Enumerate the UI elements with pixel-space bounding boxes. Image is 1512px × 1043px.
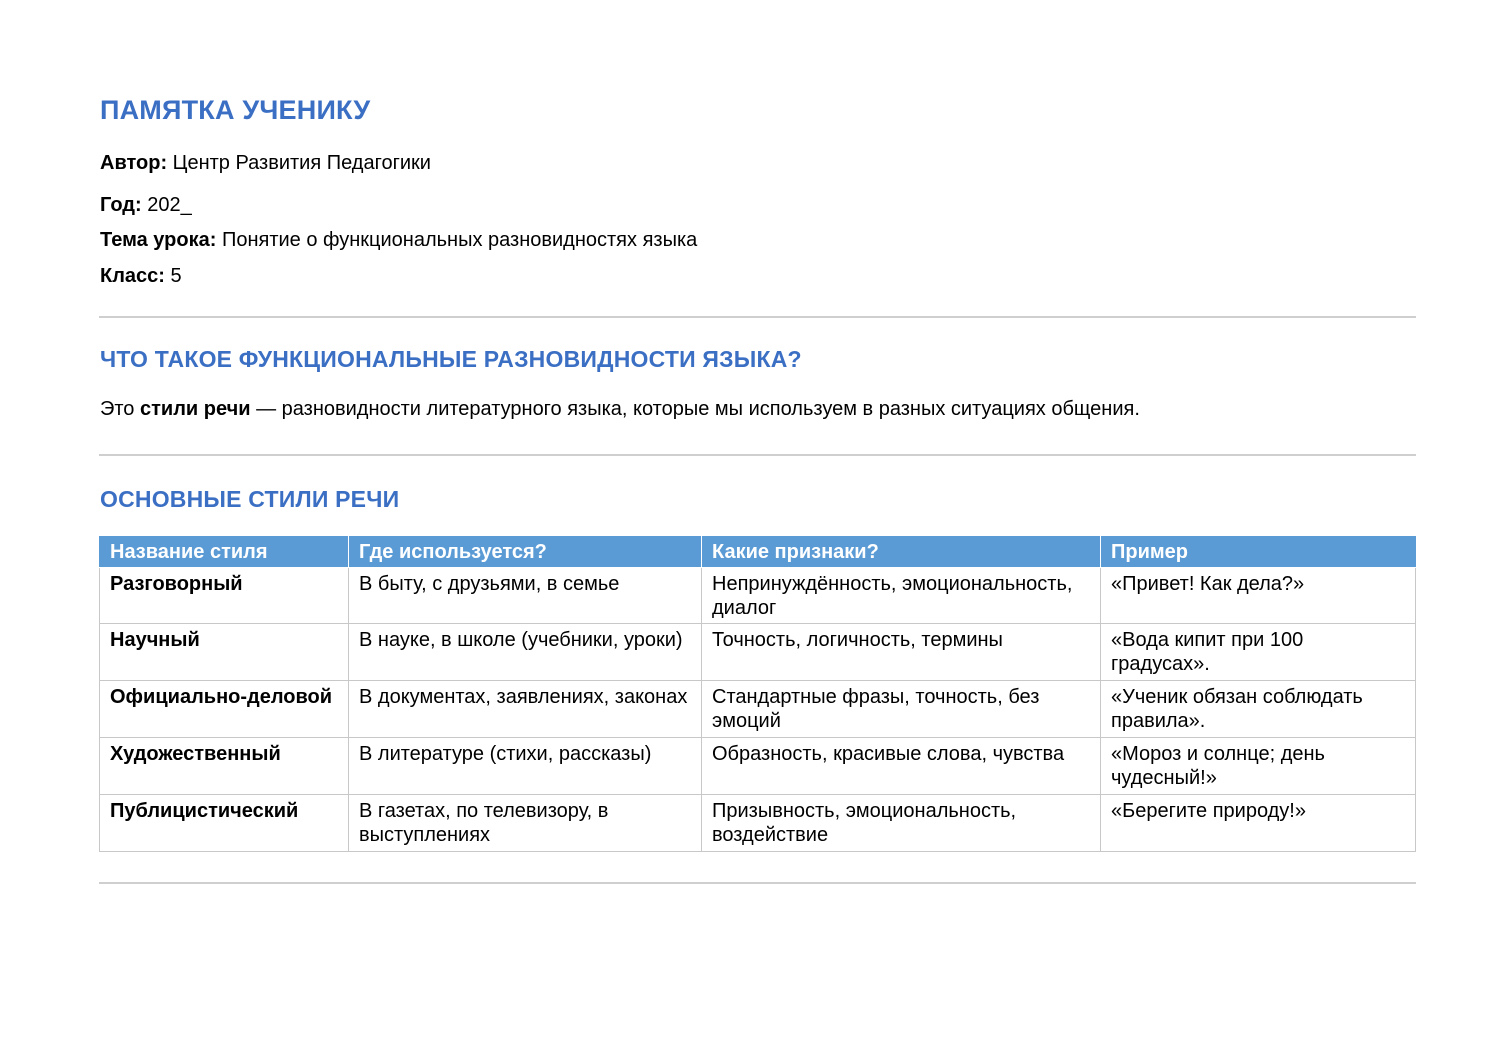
cell-features: Призывность, эмоциональность, воздействие [702,795,1101,852]
table-row [100,738,1416,795]
cell-example: «Вода кипит при 100 градусах». [1101,624,1416,681]
table-row [100,568,1416,624]
cell-usage: В газетах, по телевизору, в выступлениях [349,795,702,852]
intro-text-after: — разновидности литературного языка, которые мы используем в разных ситуациях общения. [250,398,1140,420]
column-header-features: Какие признаки? [702,537,1101,568]
cell-features: Точность, логичность, термины [702,624,1101,681]
meta-author-value: Центр Развития Педагогики [172,152,431,174]
cell-usage: В быту, с друзьями, в семье [349,568,702,624]
column-header-style-name: Название стиля [100,537,349,568]
cell-example: «Мороз и солнце; день чудесный!» [1101,738,1416,795]
cell-style-name: Публицистический [100,795,349,852]
meta-topic-value: Понятие о функциональных разновидностях языка [221,229,698,251]
table-header-row [100,537,1416,568]
meta-author-label: Автор: [100,152,168,174]
cell-features: Стандартные фразы, точность, без эмоций [702,681,1101,738]
cell-example: «Берегите природу!» [1101,795,1416,852]
meta-topic-label: Тема урока: [100,229,217,251]
meta-year [100,193,192,217]
cell-usage: В литературе (стихи, рассказы) [349,738,702,795]
section-title-styles: ОСНОВНЫЕ СТИЛИ РЕЧИ [100,486,400,512]
section-title-definition: ЧТО ТАКОЕ ФУНКЦИОНАЛЬНЫЕ РАЗНОВИДНОСТИ ЯЗЫКА? [100,346,802,372]
cell-features: Непринуждённость, эмоциональность, диалог [702,568,1101,624]
meta-grade [100,264,182,288]
meta-author [100,151,431,175]
meta-year-value: 202_ [147,194,192,216]
divider-1 [99,316,1416,318]
section-intro-paragraph [100,396,1140,422]
meta-year-label: Год: [100,194,142,216]
meta-topic [100,228,697,252]
document-title: ПАМЯТКА УЧЕНИКУ [100,95,371,125]
table-row [100,624,1416,681]
cell-style-name: Художественный [100,738,349,795]
meta-grade-label: Класс: [100,265,165,287]
cell-style-name: Научный [100,624,349,681]
divider-3 [99,882,1416,884]
cell-style-name: Разговорный [100,568,349,624]
speech-styles-table [99,536,1416,852]
table-row [100,681,1416,738]
intro-text-bold: стили речи [140,398,251,420]
intro-text-before: Это [100,398,140,420]
cell-usage: В документах, заявлениях, законах [349,681,702,738]
cell-features: Образность, красивые слова, чувства [702,738,1101,795]
cell-usage: В науке, в школе (учебники, уроки) [349,624,702,681]
cell-style-name: Официально-деловой [100,681,349,738]
cell-example: «Ученик обязан соблюдать правила». [1101,681,1416,738]
column-header-usage: Где используется? [349,537,702,568]
column-header-example: Пример [1101,537,1416,568]
table-row [100,795,1416,852]
meta-grade-value: 5 [170,265,182,287]
divider-2 [99,454,1416,456]
cell-example: «Привет! Как дела?» [1101,568,1416,624]
